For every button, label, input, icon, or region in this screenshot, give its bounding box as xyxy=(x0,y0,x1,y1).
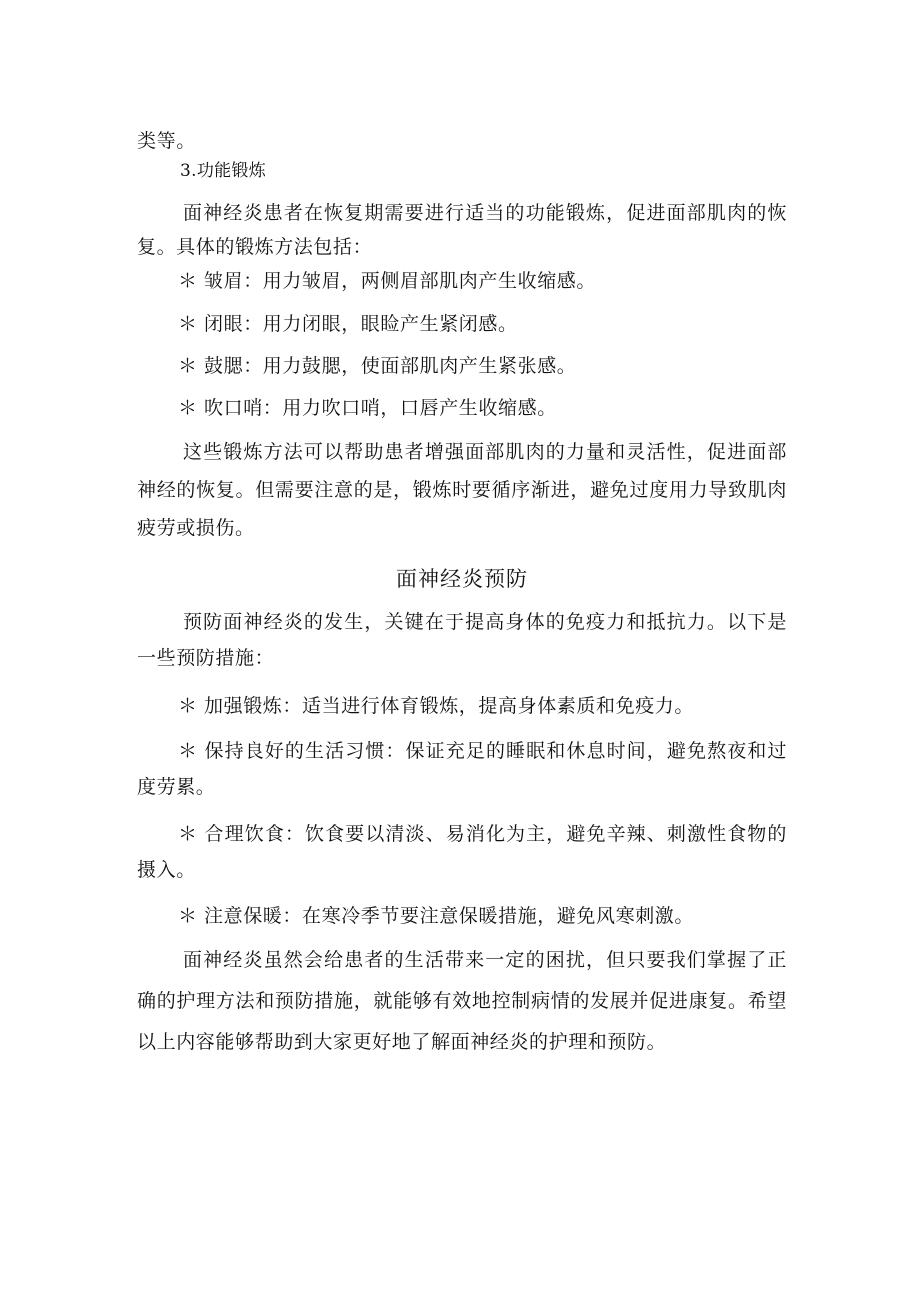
exercise-item-text: 闭眼：用力闭眼，眼睑产生紧闭感。 xyxy=(204,313,518,335)
exercise-intro-paragraph: 面神经炎患者在恢复期需要进行适当的功能锻炼，促进面部肌肉的恢复。具体的锻炼方法包括： xyxy=(137,202,787,258)
prevention-item-text: 保持良好的生活习惯：保证充足的睡眠和休息时间，避免熬夜和过度劳累。 xyxy=(137,740,787,798)
section-heading: 3.功能锻炼 xyxy=(180,161,267,181)
bullet-star-icon: ＊ xyxy=(178,823,198,845)
bullet-star-icon: ＊ xyxy=(178,905,198,927)
prevention-intro-paragraph: 预防面神经炎的发生，关键在于提高身体的免疫力和抵抗力。以下是一些预防措施： xyxy=(137,611,787,669)
exercise-item-text: 皱眉：用力皱眉，两侧眉部肌肉产生收缩感。 xyxy=(204,270,597,292)
bullet-star-icon: ＊ xyxy=(178,740,198,762)
exercise-item xyxy=(178,264,788,298)
exercise-note-paragraph: 这些锻炼方法可以帮助患者增强面部肌肉的力量和灵活性，促进面部神经的恢复。但需要注意的是，锻炼时要循序渐进，避免过度用力导致肌肉疲劳或损伤。 xyxy=(137,441,787,539)
exercise-item-text: 吹口哨：用力吹口哨，口唇产生收缩感。 xyxy=(204,397,557,419)
exercise-item xyxy=(178,391,788,425)
bullet-star-icon: ＊ xyxy=(178,355,198,377)
prevention-item xyxy=(178,689,788,723)
conclusion-paragraph: 面神经炎虽然会给患者的生活带来一定的困扰，但只要我们掌握了正确的护理方法和预防措施，就能够有效地控制病情的发展并促进康复。希望以上内容能够帮助到大家更好地了解面神经炎的护理和预防。 xyxy=(137,949,787,1053)
bullet-star-icon: ＊ xyxy=(178,270,198,292)
prevention-title: 面神经炎预防 xyxy=(396,567,528,591)
prevention-item xyxy=(137,816,787,888)
exercise-item xyxy=(178,349,788,383)
exercise-item-text: 鼓腮：用力鼓腮，使面部肌肉产生紧张感。 xyxy=(204,355,577,377)
bullet-star-icon: ＊ xyxy=(178,397,198,419)
prevention-item xyxy=(137,733,787,805)
prevention-item xyxy=(178,899,788,933)
bullet-star-icon: ＊ xyxy=(178,313,198,335)
prevention-item-text: 注意保暖：在寒冷季节要注意保暖措施，避免风寒刺激。 xyxy=(204,905,695,927)
continuation-text: 类等。 xyxy=(137,130,196,152)
prevention-item-text: 合理饮食：饮食要以清淡、易消化为主，避免辛辣、刺激性食物的摄入。 xyxy=(137,823,787,881)
bullet-star-icon: ＊ xyxy=(178,695,198,717)
exercise-item xyxy=(178,307,788,341)
prevention-item-text: 加强锻炼：适当进行体育锻炼，提高身体素质和免疫力。 xyxy=(204,695,695,717)
